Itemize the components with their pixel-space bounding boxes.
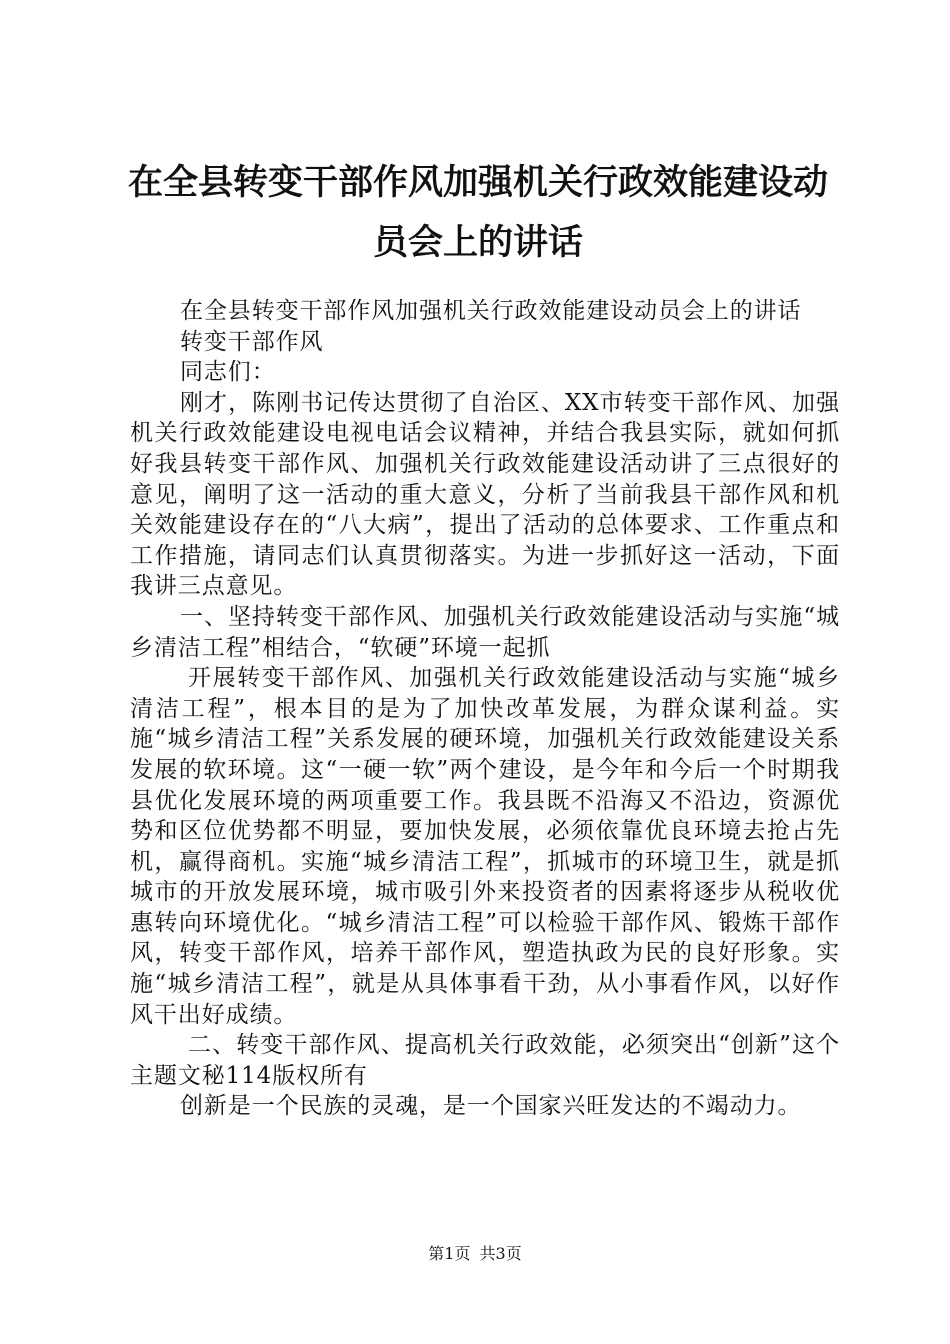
body-paragraph-subtitle: 转变干部作风: [180, 328, 324, 355]
page-footer: [0, 1244, 950, 1264]
section-heading-2: 二、转变干部作风、提高机关行政效能，必须突出“创新”这个主题文秘114版权所有: [130, 1032, 840, 1089]
page-number: 第1页: [428, 1244, 471, 1263]
body-paragraph-salutation: 同志们：: [180, 359, 276, 386]
body-paragraph-section-2: 创新是一个民族的灵魂，是一个国家兴旺发达的不竭动力。: [180, 1093, 802, 1120]
page-total: 共3页: [479, 1244, 522, 1263]
document-body: [130, 296, 840, 1122]
section-heading-1: 一、坚持转变干部作风、加强机关行政效能建设活动与实施“城乡清洁工程”相结合，“软硬”环境一起抓: [130, 603, 840, 661]
document-title-line-2: 员会上的讲话: [372, 223, 583, 263]
body-paragraph-title-repeat: 在全县转变干部作风加强机关行政效能建设动员会上的讲话: [180, 298, 802, 324]
body-paragraph-intro: 刚才，陈刚书记传达贯彻了自治区、XX市转变干部作风、加强机关行政效能建设电视电话会议精神，并结合我县实际，就如何抓好我县转变干部作风、加强机关行政效能建设活动讲了三点很好的意见，阐明了这一活动的重大意义，分析了当前我县干部作风和机关效能建设存在的“八大病”，提出了活动的总体要求、工作重点和工作措施，请同志们认真贯彻落实。为进一步抓好这一活动，下面我讲三点意见。: [130, 389, 840, 600]
document-title-line-1: 在全县转变干部作风加强机关行政效能建设动: [127, 163, 828, 203]
body-paragraph-section-1: 开展转变干部作风、加强机关行政效能建设活动与实施“城乡清洁工程”，根本目的是为了加快改革发展，为群众谋利益。实施“城乡清洁工程”关系发展的硬环境，加强机关行政效能建设关系发展的软环境。这“一硬一软”两个建设，是今年和今后一个时期我县优化发展环境的两项重要工作。我县既不沿海又不沿边，资源优势和区位优势都不明显，要加快发展，必须依靠优良环境去抢占先机，赢得商机。实施“城乡清洁工程”，抓城市的环境卫生，就是抓城市的开放发展环境，城市吸引外来投资者的因素将逐步从税收优惠转向环境优化。“城乡清洁工程”可以检验干部作风、锻炼干部作风，转变干部作风，培养干部作风，塑造执政为民的良好形象。实施“城乡清洁工程”，就是从具体事看干劲，从小事看作风，以好作风干出好成绩。: [130, 665, 840, 1028]
